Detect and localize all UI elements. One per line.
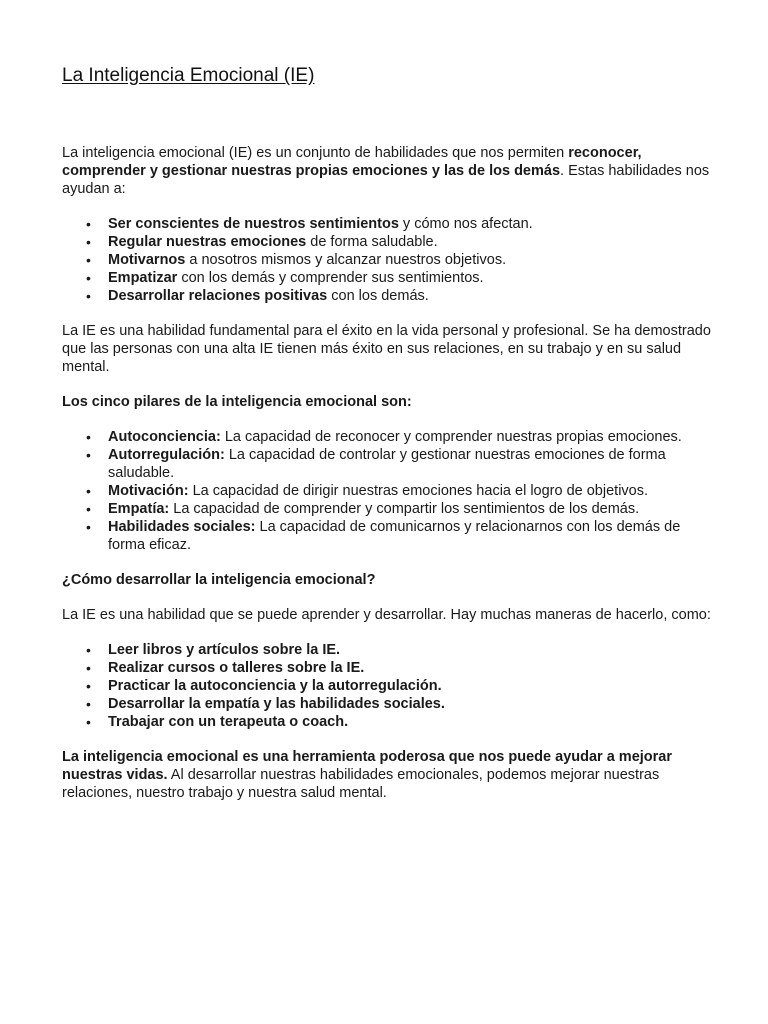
list-item-text: La capacidad de comunicarnos y relacionarnos con los demás de forma eficaz. [108,519,681,553]
list-item-bold: Empatía: [108,501,170,517]
list-item-bold: Practicar la autoconciencia y la autorregulación. [108,678,442,694]
list-item-bold: Motivación: [108,483,189,499]
list-item-bold: Desarrollar la empatía y las habilidades sociales. [108,696,445,712]
list-item-bold: Autoconciencia: [108,429,221,445]
list-item-text: y cómo nos afectan. [398,216,533,232]
pillars-list [62,428,712,554]
list-item [108,713,712,731]
list-item-text: La capacidad de reconocer y comprender nuestras propias emociones. [220,429,682,445]
list-item-text: La capacidad de comprender y compartir los sentimientos de los demás. [169,501,640,517]
list-item-bold: Regular nuestras emociones [108,234,307,250]
list-item-bold: Empatizar [108,270,178,286]
list-item-text: de forma saludable. [306,234,438,250]
list-item [108,641,712,659]
conclusion-paragraph [62,748,712,802]
list-item-text: a nosotros mismos y alcanzar nuestros objetivos. [185,252,507,268]
list-item [108,518,712,554]
list-item [108,269,712,287]
list-item-bold: Motivarnos [108,252,186,268]
list-item [108,233,712,251]
list-item [108,215,712,233]
list-item [108,251,712,269]
intro-paragraph [62,144,712,198]
conclusion-text: Al desarrollar nuestras habilidades emocionales, podemos mejorar nuestras relaciones, nuestro trabajo y nuestra salud mental. [62,767,660,801]
pillars-heading: Los cinco pilares de la inteligencia emocional son: [62,394,412,410]
list-item [108,659,712,677]
list-item-bold: Habilidades sociales: [108,519,256,535]
list-item-text: con los demás. [327,288,429,304]
develop-intro-paragraph: La IE es una habilidad que se puede aprender y desarrollar. Hay muchas maneras de hacerlo, como: [62,607,711,623]
intro-text-start: La inteligencia emocional (IE) es un conjunto de habilidades que nos permiten [62,145,569,161]
list-item [108,446,712,482]
develop-heading: ¿Cómo desarrollar la inteligencia emocional? [62,572,376,588]
list-item [108,482,712,500]
list-item [108,428,712,446]
develop-list [62,641,712,731]
list-item-bold: Leer libros y artículos sobre la IE. [108,642,341,658]
list-item [108,695,712,713]
page-title: La Inteligencia Emocional (IE) [62,65,315,86]
intro-bold-text: reconocer, comprender y gestionar nuestras propias emociones y las de los demás [62,145,642,179]
list-item-text: La capacidad de dirigir nuestras emociones hacia el logro de objetivos. [188,483,649,499]
list-item-bold: Realizar cursos o talleres sobre la IE. [108,660,365,676]
list-item [108,500,712,518]
list-item-text: con los demás y comprender sus sentimientos. [177,270,484,286]
list-item [108,287,712,305]
intro-text-end: . Estas habilidades nos ayudan a: [62,163,710,197]
abilities-list [62,215,712,305]
list-item-text: La capacidad de controlar y gestionar nuestras emociones de forma saludable. [108,447,666,481]
list-item-bold: Desarrollar relaciones positivas [108,288,328,304]
conclusion-bold-text: La inteligencia emocional es una herramienta poderosa que nos puede ayudar a mejorar nuestras vidas. [62,749,672,783]
importance-paragraph: La IE es una habilidad fundamental para el éxito en la vida personal y profesional. Se ha demostrado que las personas con una alta IE tienen más éxito en sus relaciones, en su trabajo y en su salud mental. [62,323,711,375]
document-page [62,64,712,819]
list-item-bold: Ser conscientes de nuestros sentimientos [108,216,399,232]
list-item-bold: Autorregulación: [108,447,225,463]
list-item [108,677,712,695]
list-item-bold: Trabajar con un terapeuta o coach. [108,714,349,730]
